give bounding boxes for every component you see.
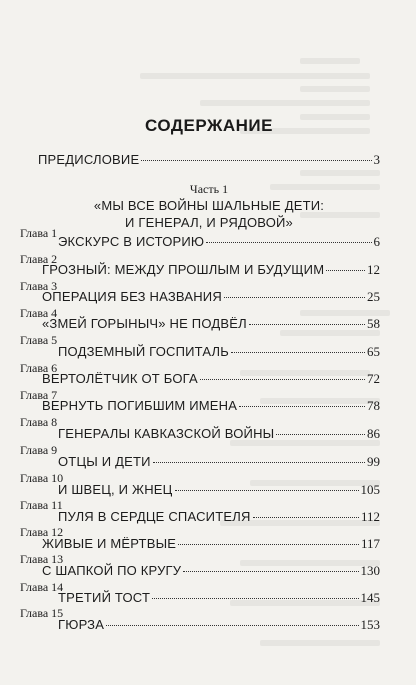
- dot-leader: [178, 544, 359, 545]
- toc-entry-label: ЖИВЫЕ И МЁРТВЫЕ: [42, 536, 177, 551]
- toc-entry: [38, 590, 380, 606]
- chapter-number: Глава 13: [20, 552, 64, 566]
- toc-entry: [38, 316, 380, 332]
- toc-entry-page: 3: [373, 152, 380, 167]
- dot-leader: [239, 406, 365, 407]
- chapter-number: Глава 6: [20, 361, 58, 375]
- chapter-number: Глава 11: [20, 498, 63, 512]
- toc-entry-label: ГЕНЕРАЛЫ КАВКАЗСКОЙ ВОЙНЫ: [58, 426, 275, 441]
- toc-entry-label: ТРЕТИЙ ТОСТ: [58, 590, 151, 605]
- dot-leader: [141, 160, 371, 161]
- chapter-number: Глава 5: [20, 333, 58, 347]
- chapter-number: Глава 8: [20, 415, 58, 429]
- dot-leader: [326, 270, 365, 271]
- toc-entry-label: ВЕРНУТЬ ПОГИБШИМ ИМЕНА: [42, 398, 238, 413]
- toc-entry: [38, 426, 380, 442]
- toc-entry-label: ПУЛЯ В СЕРДЦЕ СПАСИТЕЛЯ: [58, 509, 251, 524]
- part-title-line-1: «МЫ ВСЕ ВОЙНЫ ШАЛЬНЫЕ ДЕТИ:: [93, 198, 325, 213]
- toc-entry-label: ВЕРТОЛЁТЧИК ОТ БОГА: [42, 371, 198, 386]
- toc-entry-label: ОТЦЫ И ДЕТИ: [58, 454, 151, 469]
- chapter-number: Глава 1: [20, 226, 58, 240]
- dot-leader: [152, 598, 358, 599]
- toc-entry-label: С ШАПКОЙ ПО КРУГУ: [42, 563, 182, 578]
- toc-entry: [38, 289, 380, 305]
- toc-entry: [38, 509, 380, 525]
- toc-entry-preface: [38, 152, 380, 168]
- dot-leader: [200, 379, 365, 380]
- toc-entry-page: 105: [360, 482, 380, 497]
- dot-leader: [253, 517, 359, 518]
- chapter-number: Глава 4: [20, 306, 58, 320]
- toc-entry-page: 6: [373, 234, 380, 249]
- chapter-number: Глава 15: [20, 606, 64, 620]
- toc-entry: [38, 371, 380, 387]
- toc-entry-label: «ЗМЕЙ ГОРЫНЫЧ» НЕ ПОДВЁЛ: [42, 316, 247, 331]
- toc-entry-page: 86: [367, 426, 380, 441]
- toc-entry-label: ПРЕДИСЛОВИЕ: [38, 152, 140, 167]
- dot-leader: [153, 462, 365, 463]
- toc-entry-label: ОПЕРАЦИЯ БЕЗ НАЗВАНИЯ: [42, 289, 222, 304]
- dot-leader: [224, 297, 365, 298]
- toc-entry-label: ЭКСКУРС В ИСТОРИЮ: [58, 234, 205, 249]
- chapter-number: Глава 3: [20, 279, 58, 293]
- toc-entry: [38, 482, 380, 498]
- toc-entry-page: 65: [367, 344, 380, 359]
- chapter-number: Глава 10: [20, 471, 64, 485]
- toc-entry-page: 72: [367, 371, 380, 386]
- toc-entry-label: ГРОЗНЫЙ: МЕЖДУ ПРОШЛЫМ И БУДУЩИМ: [42, 262, 325, 277]
- toc-entry-page: 99: [367, 454, 380, 469]
- toc-entry: [38, 398, 380, 414]
- dot-leader: [106, 625, 358, 626]
- dot-leader: [183, 571, 358, 572]
- toc-entry-page: 153: [360, 617, 380, 632]
- toc-entry-label: ГЮРЗА: [58, 617, 105, 632]
- dot-leader: [249, 324, 365, 325]
- dot-leader: [206, 242, 371, 243]
- chapter-number: Глава 12: [20, 525, 64, 539]
- toc-entry: [38, 563, 380, 579]
- toc-entry-page: 12: [367, 262, 380, 277]
- toc-entry-label: И ШВЕЦ, И ЖНЕЦ: [58, 482, 173, 497]
- toc-entry: [38, 344, 380, 360]
- toc-entry: [38, 262, 380, 278]
- dot-leader: [231, 352, 365, 353]
- toc-entry: [38, 617, 380, 633]
- toc-entry-page: 145: [360, 590, 380, 605]
- toc-entry: [38, 234, 380, 250]
- chapter-number: Глава 9: [20, 443, 58, 457]
- dot-leader: [276, 434, 365, 435]
- chapter-number: Глава 2: [20, 252, 58, 266]
- toc-entry-label: ПОДЗЕМНЫЙ ГОСПИТАЛЬ: [58, 344, 230, 359]
- chapter-number: Глава 7: [20, 388, 58, 402]
- toc-entry-page: 112: [360, 509, 380, 524]
- dot-leader: [175, 490, 359, 491]
- chapter-number: Глава 14: [20, 580, 64, 594]
- toc-entry: [38, 536, 380, 552]
- toc-entry-page: 25: [367, 289, 380, 304]
- toc-entry-page: 130: [360, 563, 380, 578]
- toc-entry-page: 58: [367, 316, 380, 331]
- toc-entry-page: 78: [367, 398, 380, 413]
- part-title-line-2: И ГЕНЕРАЛ, И РЯДОВОЙ»: [124, 215, 293, 230]
- toc-entry: [38, 454, 380, 470]
- toc-entry-page: 117: [360, 536, 380, 551]
- part-number: Часть 1: [189, 182, 229, 196]
- page-title: СОДЕРЖАНИЕ: [145, 116, 273, 135]
